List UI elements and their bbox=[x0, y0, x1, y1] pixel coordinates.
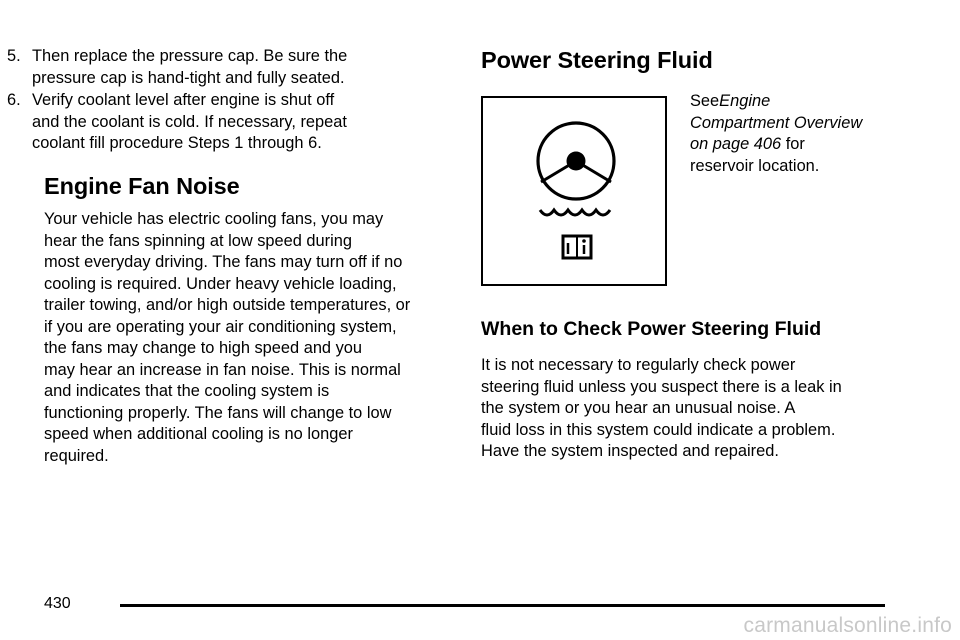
power-steering-fluid-symbol-figure bbox=[481, 96, 667, 286]
step-number: 6. bbox=[7, 91, 21, 109]
engine-fan-noise-heading: Engine Fan Noise bbox=[44, 173, 240, 199]
step-text: Verify coolant level after engine is shut off and the coolant is cold. If necessary, repeat coolant fill procedure Steps 1 through 6. bbox=[32, 91, 347, 152]
when-to-check-body: It is not necessary to regularly check power steering fluid unless you suspect there is a leak in the system or you hear an unusual noise. A fluid loss in this system could indicate a problem. Have the system inspected and repaired. bbox=[481, 356, 842, 460]
steering-wheel-icon bbox=[483, 98, 669, 288]
step-number: 5. bbox=[7, 47, 21, 65]
engine-compartment-link[interactable]: Engine Compartment Overview on page 406 bbox=[690, 92, 863, 153]
see-reference bbox=[690, 91, 920, 177]
engine-fan-noise-body: Your vehicle has electric cooling fans, you may hear the fans spinning at low speed during most everyday driving. The fans may turn off if no cooling is required. Under heavy vehicle loading, trailer towing, and/or high outside temperatures, or if you are operating your air conditioning system, the fans may change to high speed and you may hear an increase in fan noise. This is normal and indicates that the cooling system is functioning properly. The fans will change to low speed when additional cooling is no longer required. bbox=[44, 210, 411, 465]
see-suffix: for reservoir location. bbox=[690, 135, 820, 175]
when-to-check-heading: When to Check Power Steering Fluid bbox=[481, 318, 822, 340]
see-prefix: See bbox=[690, 92, 720, 110]
footer-divider bbox=[120, 604, 885, 607]
watermark: carmanualsonline.info bbox=[743, 614, 952, 637]
power-steering-fluid-heading: Power Steering Fluid bbox=[481, 47, 713, 73]
step-text: Then replace the pressure cap. Be sure the pressure cap is hand-tight and fully seated. bbox=[32, 47, 348, 87]
fluid-wave-icon bbox=[540, 210, 610, 215]
page-number: 430 bbox=[44, 595, 71, 612]
owner-manual-icon bbox=[563, 236, 591, 258]
